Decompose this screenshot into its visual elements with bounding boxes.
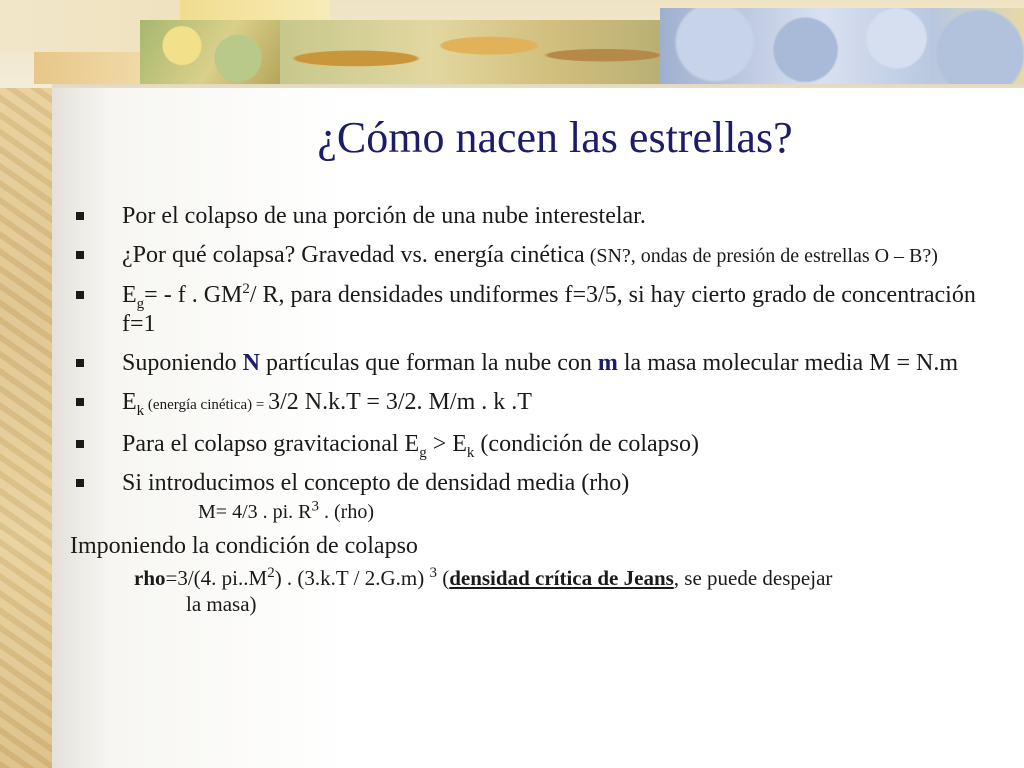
square-bullet-icon xyxy=(76,479,84,487)
mass-formula: M= 4/3 . pi. $R^3$ . (rho) xyxy=(198,498,374,523)
slide-title: ¿Cómo nacen las estrellas? xyxy=(317,113,793,162)
bullet-item: ¿Por qué colapsa? Gravedad vs. energía cinética (SN?, ondas de presión de estrellas O – B?) xyxy=(70,241,990,271)
banner-tile-flowers xyxy=(660,8,1024,84)
square-bullet-icon xyxy=(76,398,84,406)
square-bullet-icon xyxy=(76,251,84,259)
jeans-critical-density-term: densidad crítica de Jeans xyxy=(449,566,674,590)
bullet-item: $E_g= - f$ . $GM^2/$ R, para densidades undiformes f=3/5, si hay cierto grado de concentración f=1 xyxy=(70,281,990,339)
square-bullet-icon xyxy=(76,212,84,220)
bullet-item: $E_k$ (energía cinética) = 3/2 N.k.T = 3/2. M/m . k .T xyxy=(70,388,990,420)
bullet-item: Para el colapso gravitacional $E_g > E_k$ (condición de colapso) xyxy=(70,430,990,459)
banner-tile-autumn xyxy=(280,20,660,84)
square-bullet-icon xyxy=(76,440,84,448)
jeans-density-formula: rho=3/(4. $pi..M^2$) . (3.k.T / 2.G.m) $^3$ (densidad crítica de Jeans, se puede despejar la masa) xyxy=(134,565,833,616)
top-decorative-banner xyxy=(0,0,1024,88)
collapse-condition-text: Imponiendo la condición de colapso xyxy=(70,533,418,559)
banner-tile xyxy=(34,52,144,84)
bullet-item: Si introducimos el concepto de densidad media (rho) xyxy=(70,469,990,498)
bullet-item: Por el colapso de una porción de una nube interestelar. xyxy=(70,202,990,231)
banner-tile-leaves xyxy=(140,20,280,84)
bullet-item: Suponiendo N partículas que forman la nube con m la masa molecular media M = N.m xyxy=(70,349,990,378)
bullet-list xyxy=(70,202,990,498)
square-bullet-icon xyxy=(76,291,84,299)
square-bullet-icon xyxy=(76,359,84,367)
slide-body xyxy=(70,202,990,617)
